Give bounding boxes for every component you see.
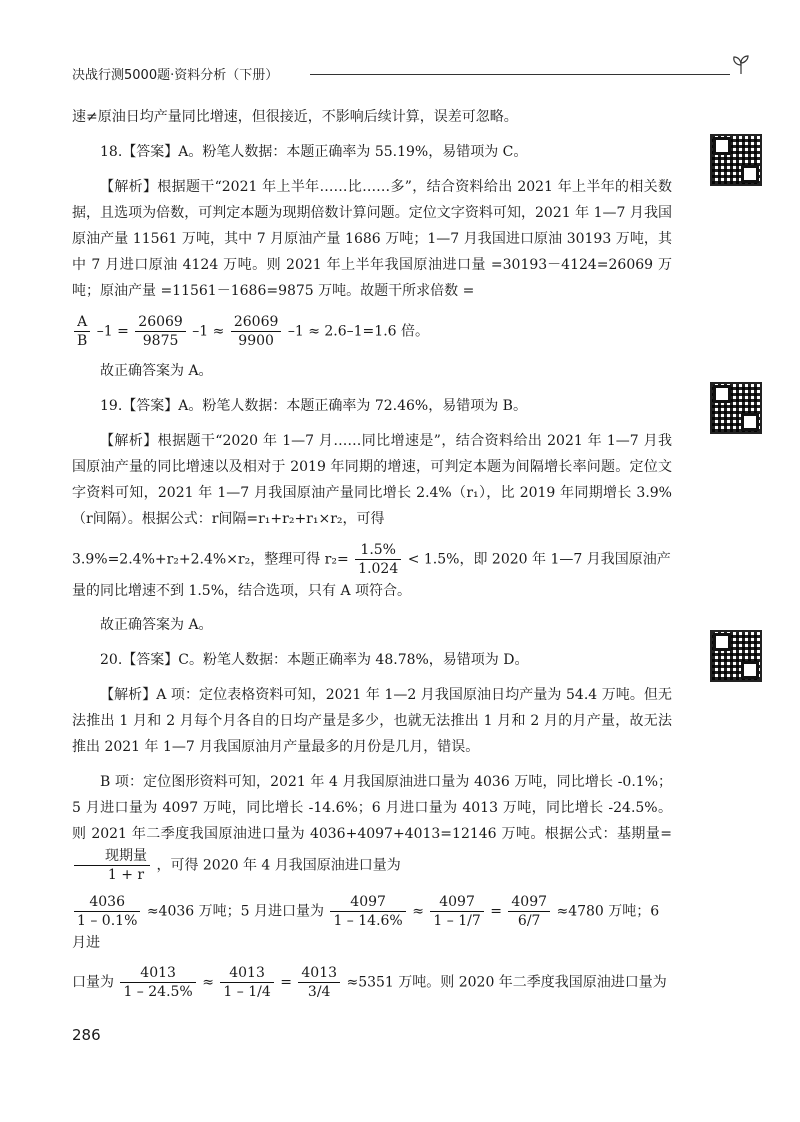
q20-base-after: ，可得 2020 年 4 月我国原油进口量为 [156,857,401,874]
qr-code-18[interactable] [710,134,762,186]
q18-analysis: 【解析】根据题干“2021 年上半年……比……多”，结合资料给出 2021 年上半年的相关数据，且选项为倍数，可判定本题为现期倍数计算问题。定位文字资料可知，2021 年 1—7 月我国原油产量 11561 万吨，其中 7 月原油产量 1686 万吨；1—7 月我国进口原油 30193 万吨，其中 7 月进口原油 4124 万吨。则 2021 年上半年我国原油进口量 =30193－4124=26069 万吨；原油产量 =11561－1686=9875 万吨。故题干所求倍数 = [72,179,672,299]
header-rule [310,74,730,75]
fraction-4013: $\frac{4013}{1 - 24.5\%}$ [120,964,195,1001]
fraction-4097-6-7: $\frac{4097}{6/7}$ [508,893,550,930]
q19-conclusion: 故正确答案为 A。 [100,617,213,633]
q19-analysis: 【解析】根据题干“2020 年 1—7 月……同比增速是”，结合资料给出 2021 年 1—7 月我国原油产量的同比增速以及相对于 2019 年同期的增速，可判定本题为间隔增长率问题。定位文字资料可知，2021 年 1—7 月我国原油产量同比增长 2.4%（r₁），比 2019 年同期增长 3.9%（r间隔）。根据公式：r间隔=r₁+r₂+r₁×r₂，可得 [72,433,672,527]
fraction-4097: $\frac{4097}{1 - 14.6\%}$ [330,893,405,930]
fraction-a-b: $\frac{A}{B}$ [74,313,90,350]
page-number: 286 [72,1026,101,1044]
continuation-text: 速≠原油日均产量同比增速，但很接近，不影响后续计算，误差可忽略。 [72,109,518,125]
q20-analysis-b: B 项：定位图形资料可知，2021 年 4 月我国原油进口量为 4036 万吨，同比增长 -0.1%；5 月进口量为 4097 万吨，同比增长 -14.6%；6 月进口量为 4013 万吨，同比增长 -24.5%。则 2021 年二季度我国原油进口量为 4036+4097+4013=12146 万吨。根据公式：基期量= [72,774,672,842]
q20-apr-tail: ≈4036 万吨；5 月进口量为 [146,903,324,920]
fraction-1.5-1.024: $\frac{1.5\%}{1.024}$ [355,541,401,578]
q18-answer: 18.【答案】A。粉笔人数据：本题正确率为 55.19%，易错项为 C。 [100,144,528,160]
fraction-4013-1-1-4: $\frac{4013}{1 - 1/4}$ [220,964,273,1001]
fraction-26069-9900: $\frac{26069}{9900}$ [231,313,282,350]
book-title: 决战行测5000题·资料分析（下册） [72,68,279,83]
q20-may-tail: ≈4780 万吨；6 月进 [72,903,660,951]
q20-formula-jun: 口量为 $\frac{4013}{1 - 24.5\%}$ ≈ $\frac{4013}{1 - 1/4}$ = $\frac{4013}{3/4}$ ≈5351 万吨。则 2020 年二季度我国原油进口量为 [72,965,667,1000]
sprout-icon [730,54,752,76]
fraction-base-formula: $\frac{\text{现期量}}{1 + r}$ [74,847,150,884]
fraction-4036: $\frac{4036}{1 - 0.1\%}$ [74,893,140,930]
fraction-4013-3-4: $\frac{4013}{3/4}$ [298,964,340,1001]
qr-code-19[interactable] [710,382,762,434]
q20-analysis-b-wrap [72,769,672,884]
page-header [72,60,752,86]
q19-formula-tail: < 1.5%，即 2020 年 1—7 月我国原油产量的同比增速不到 1.5%，结合选项，只有 A 项符合。 [72,551,671,599]
fraction-4097-1-1-7: $\frac{4097}{1 - 1/7}$ [430,893,483,930]
q18-formula-result: ≈ 2.6–1=1.6 倍。 [308,323,430,340]
fraction-26069-9875: $\frac{26069}{9875}$ [135,313,186,350]
q19-formula [72,541,672,604]
q20-answer: 20.【答案】C。粉笔人数据：本题正确率为 48.78%，易错项为 D。 [100,652,529,668]
q18-formula: $\frac{A}{B}$ –1 = $\frac{26069}{9875}$ –1 ≈ $\frac{26069}{9900}$ –1 ≈ 2.6–1=1.6 倍。 [72,313,672,350]
q18-conclusion: 故正确答案为 A。 [100,363,213,379]
qr-code-20[interactable] [710,630,762,682]
q20-formula-apr-may: $\frac{4036}{1 - 0.1\%}$ ≈4036 万吨；5 月进口量为 $\frac{4097}{1 - 14.6\%}$ ≈ $\frac{4097}{1 - 1/7}$ = $\frac{4097}{6/7}$ ≈4780 万吨；6 月进 [72,894,660,951]
q19-answer: 19.【答案】A。粉笔人数据：本题正确率为 72.46%，易错项为 B。 [100,398,527,414]
page-body [72,104,672,1009]
q20-jun-head: 口量为 [72,974,114,991]
q20-analysis-a: 【解析】A 项：定位表格资料可知，2021 年 1—2 月我国原油日均产量为 54.4 万吨。但无法推出 1 月和 2 月每个月各自的日均产量是多少，也就无法推出 1 月和 2 月的月产量，故无法推出 2021 年 1—7 月我国原油月产量最多的月份是几月，错误。 [72,687,672,755]
q19-formula-head: 3.9%=2.4%+r₂+2.4%×r₂，整理可得 r₂= [72,551,349,568]
q20-jun-tail: ≈5351 万吨。则 2020 年二季度我国原油进口量为 [346,974,667,991]
